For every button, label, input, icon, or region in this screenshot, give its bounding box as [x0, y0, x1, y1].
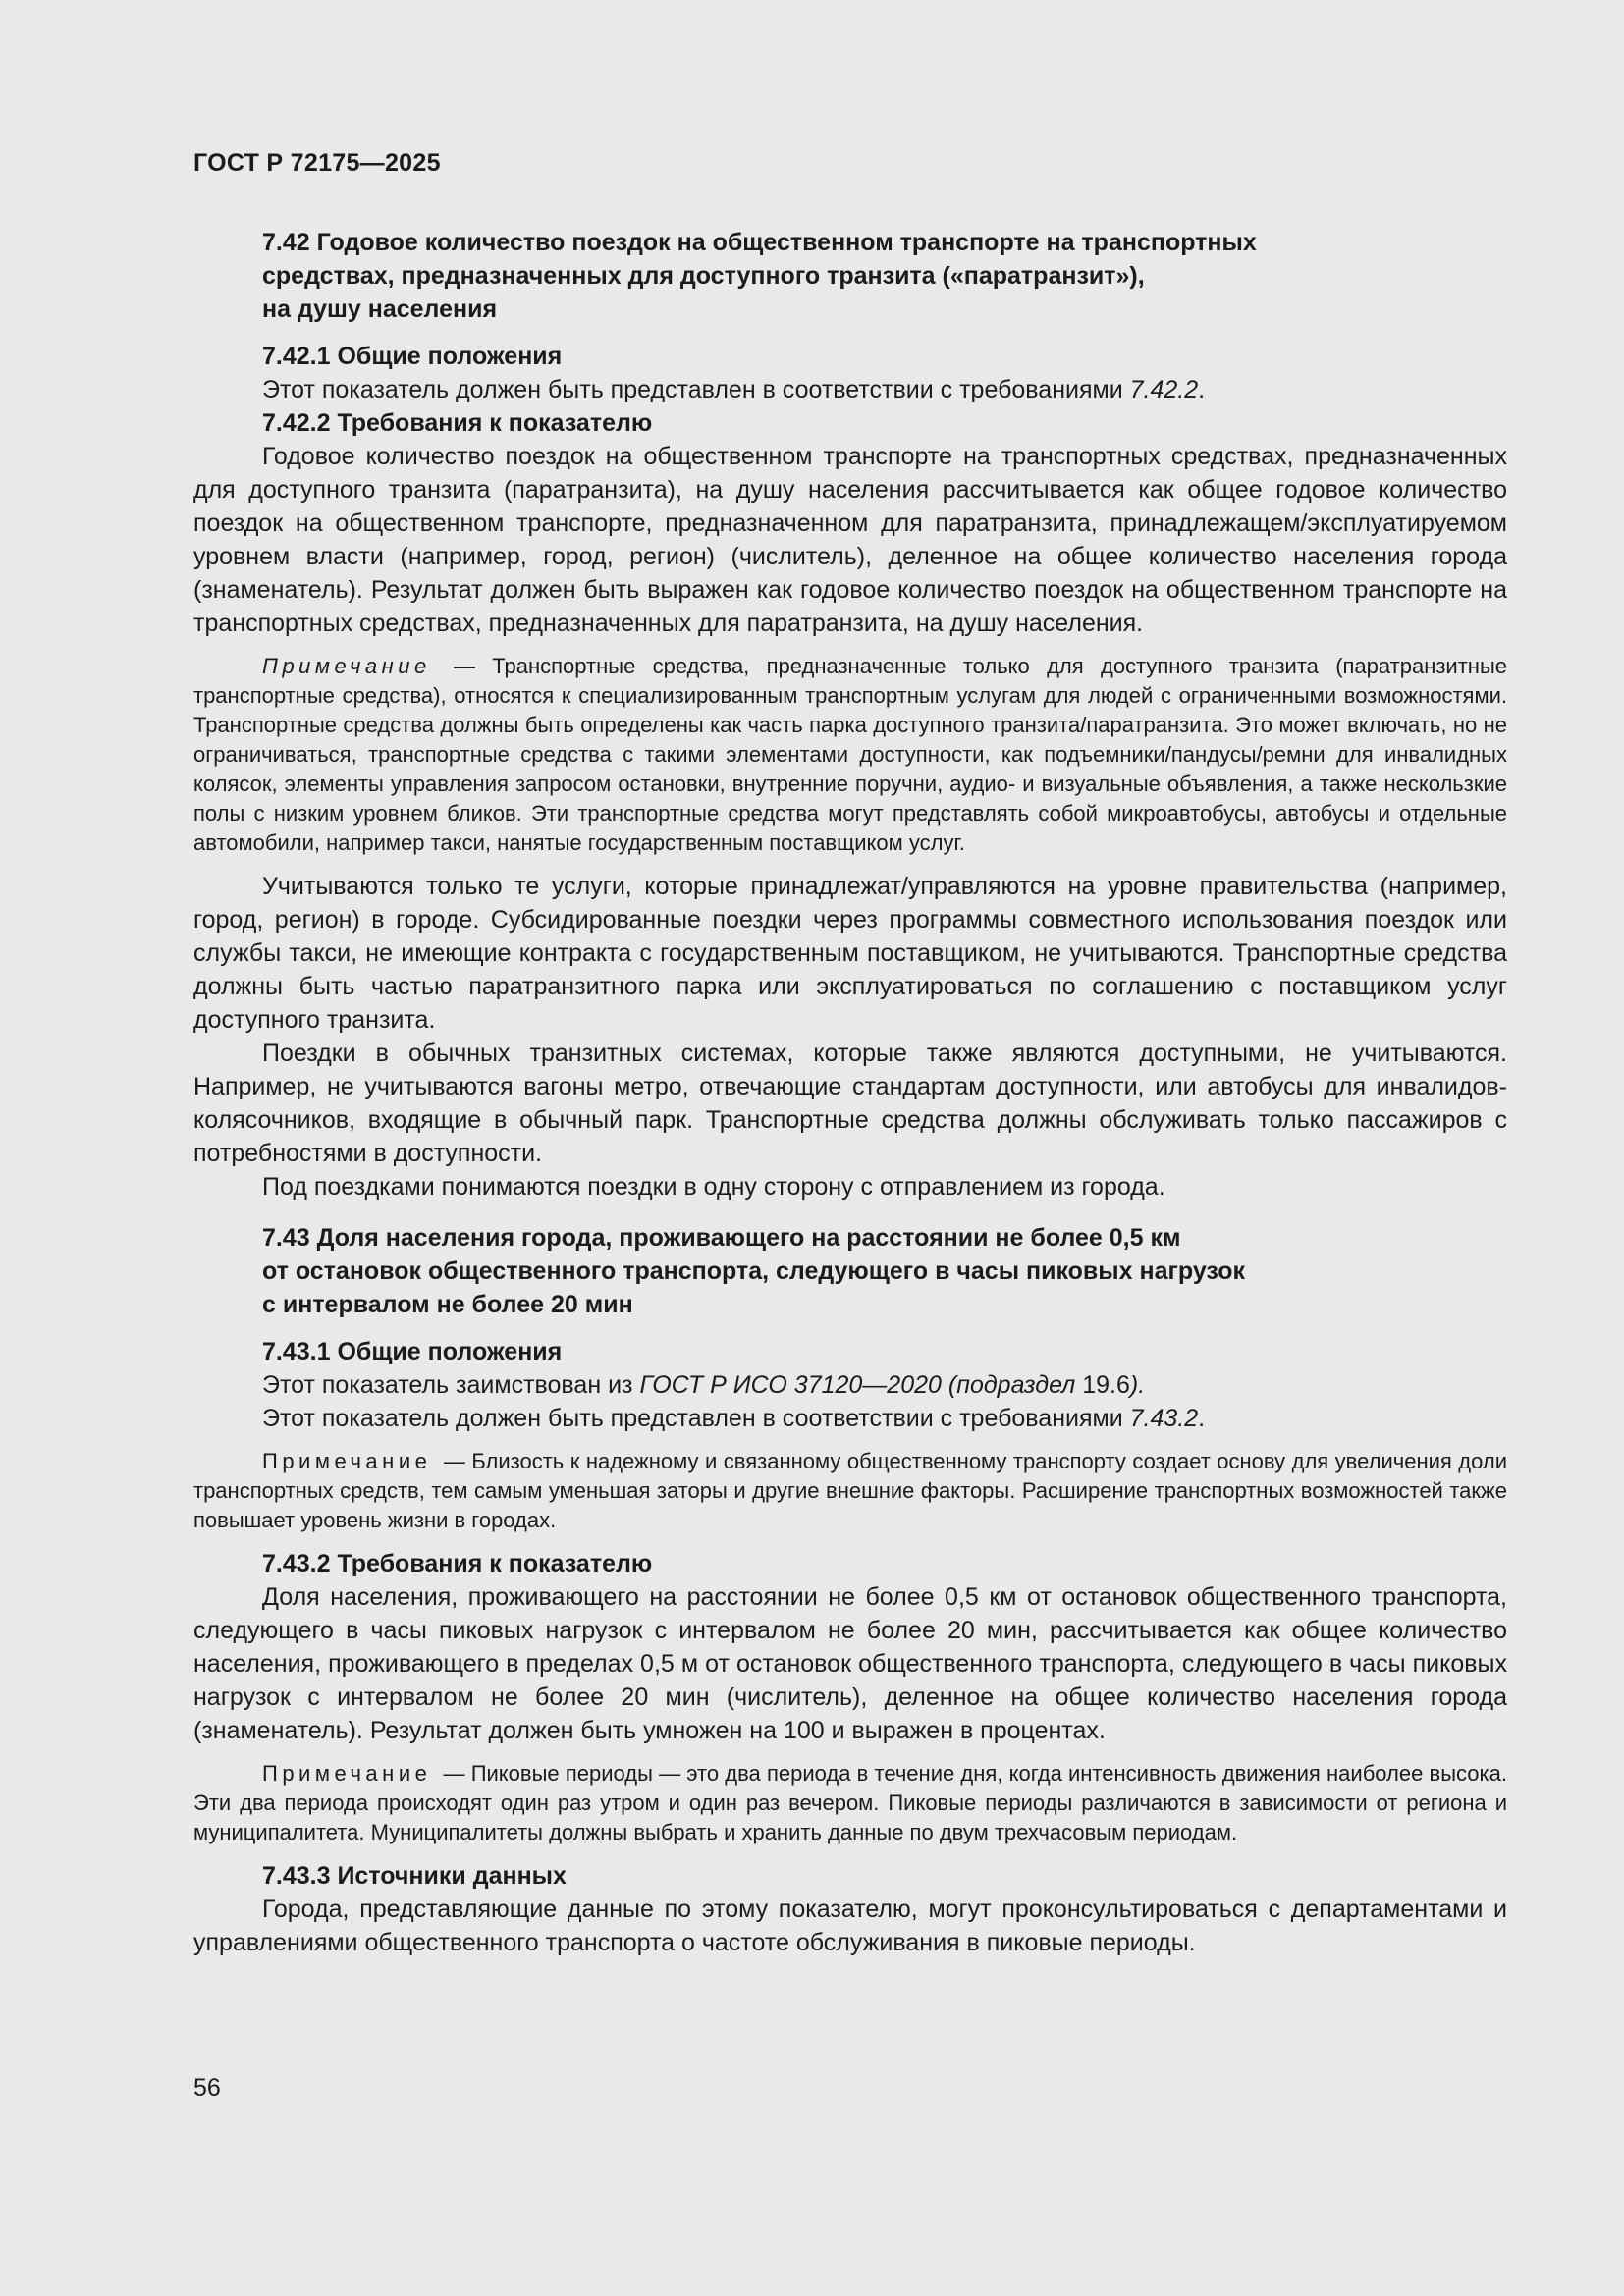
note: [193, 1447, 1507, 1535]
title-line: от остановок общественного транспорта, следующего в часы пиковых нагрузок: [262, 1257, 1246, 1285]
text-run: 19.6: [1082, 1371, 1130, 1399]
paragraph: Годовое количество поездок на общественном транспорте на транспортных средствах, предназначенных для доступного транзита (паратранзита), на душу населения рассчитывается как общее годовое количество поездок на общественном транспорте, предназначенном для паратранзита, принадлежащем/эксплуатируемом уровнем власти (например, город, регион) (числитель), деленное на общее количество населения города (знаменатель). Результат должен быть выражен как годовое количество поездок на общественном транспорте на транспортных средствах, предназначенных для паратранзита, на душу населения.: [193, 443, 1507, 637]
cross-reference: 7.43.2: [1129, 1405, 1199, 1432]
paragraph: Под поездками понимаются поездки в одну сторону с отправлением из города.: [262, 1173, 1165, 1201]
spacer: [193, 1203, 1507, 1221]
text-run: Этот показатель должен быть представлен в соответствии с требованиями: [262, 1405, 1130, 1432]
subsection-7-42-2-title: 7.42.2 Требования к показателю: [262, 409, 653, 437]
subsection-7-43-1-text: [193, 1402, 1507, 1435]
cross-reference: 7.42.2: [1129, 376, 1199, 403]
note-label: Примечание: [262, 654, 431, 678]
text-run: .: [1198, 376, 1206, 403]
title-line: 7.42 Годовое количество поездок на общественном транспорте на транспортных: [262, 229, 1257, 256]
subsection-7-43-1-text: [193, 1368, 1507, 1402]
subsection-7-43-3-title: 7.43.3 Источники данных: [262, 1862, 567, 1890]
paragraph: Города, представляющие данные по этому показателю, могут проконсультироваться с департаментами и управлениями общественного транспорта о частоте обслуживания в пиковые периоды.: [193, 1896, 1507, 1956]
note-label: Примечание: [262, 1761, 432, 1786]
note-text: — Близость к надежному и связанному общественному транспорту создает основу для увеличения доли транспортных средств, тем самым уменьшая заторы и другие внешние факторы. Расширение транспортных возможностей также повышает уровень жизни в городах.: [193, 1449, 1507, 1532]
title-line: на душу населения: [262, 295, 498, 323]
paragraph: Учитываются только те услуги, которые принадлежат/управляются на уровне правительства (например, город, регион) в городе. Субсидированные поездки через программы совместного использования поездок или службы такси, не имеющие контракта с государственным поставщиком, не учитываются. Транспортные средства должны быть частью паратранзитного парка или эксплуатироваться по соглашению с поставщиком услуг доступного транзита.: [193, 873, 1507, 1034]
page-number: 56: [193, 2074, 221, 2102]
title-line: 7.43 Доля населения города, проживающего на расстоянии не более 0,5 км: [262, 1224, 1181, 1252]
text-run: ).: [1129, 1371, 1146, 1399]
note-text: — Пиковые периоды — это два периода в течение дня, когда интенсивность движения наиболее высока. Эти два периода происходят один раз утром и один раз вечером. Пиковые периоды различаются в зависимости от региона и муниципалитета. Муниципалитеты должны выбрать и хранить данные по двум трехчасовым периодам.: [193, 1761, 1507, 1844]
note-label: Примечание: [262, 1449, 432, 1473]
subsection-7-42-1-title: 7.42.1 Общие положения: [262, 343, 563, 370]
section-7-42-title: [193, 226, 1507, 326]
text-run: Этот показатель заимствован из: [262, 1371, 640, 1399]
subsection-7-43-1-title: 7.43.1 Общие положения: [262, 1338, 563, 1365]
note: [193, 652, 1507, 858]
title-line: средствах, предназначенных для доступного транзита («паратранзит»),: [262, 262, 1145, 290]
subsection-7-42-1-text: [193, 373, 1507, 406]
title-line: с интервалом не более 20 мин: [262, 1291, 633, 1318]
note-text: — Транспортные средства, предназначенные только для доступного транзита (паратранзитные транспортные средства), относятся к специализированным транспортным услугам для людей с ограниченными возможностями. Транспортные средства должны быть определены как часть парка доступного транзита/паратранзита. Это может включать, но не ограничиваться, транспортные средства с такими элементами доступности, как подъемники/пандусы/ремни для инвалидных колясок, элементы управления запросом остановки, внутренние поручни, аудио- и визуальные объявления, а также нескользкие полы с низким уровнем бликов. Эти транспортные средства могут представлять собой микроавтобусы, автобусы и отдельные автомобили, например такси, нанятые государственным поставщиком услуг.: [193, 654, 1507, 855]
page-body: [193, 226, 1507, 1959]
paragraph: Доля населения, проживающего на расстоянии не более 0,5 км от остановок общественного транспорта, следующего в часы пиковых нагрузок с интервалом не более 20 мин, рассчитывается как общее количество населения, проживающего в пределах 0,5 м от остановок общественного транспорта, следующего в часы пиковых нагрузок с интервалом не более 20 мин (числитель), деленное на общее количество населения города (знаменатель). Результат должен быть умножен на 100 и выражен в процентах.: [193, 1583, 1507, 1744]
paragraph: Поездки в обычных транзитных системах, которые также являются доступными, не учитываются. Например, не учитываются вагоны метро, отвечающие стандартам доступности, или автобусы для инвалидов-колясочников, входящие в обычный парк. Транспортные средства должны обслуживать только пассажиров с потребностями в доступности.: [193, 1040, 1507, 1167]
section-7-43-title: [193, 1221, 1507, 1321]
note: [193, 1759, 1507, 1847]
standard-reference: ГОСТ Р ИСО 37120—2020 (подраздел: [639, 1371, 1083, 1399]
text-run: Этот показатель должен быть представлен в соответствии с требованиями: [262, 376, 1130, 403]
subsection-7-43-2-title: 7.43.2 Требования к показателю: [262, 1550, 653, 1577]
document-header: ГОСТ Р 72175—2025: [193, 149, 441, 177]
text-run: .: [1198, 1405, 1206, 1432]
